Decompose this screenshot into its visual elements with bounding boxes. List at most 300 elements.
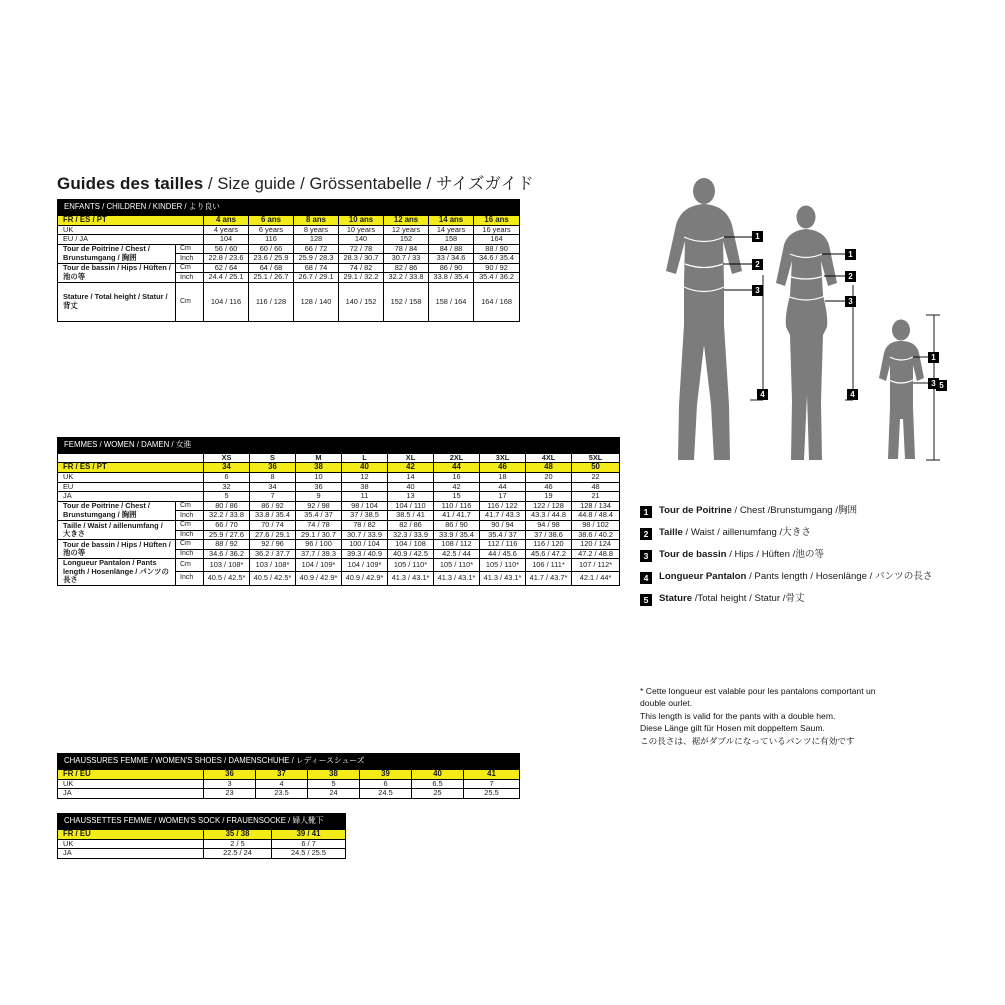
- footnote-line-4: Diese Länge gilt für Hosen mit doppeltem Saum.: [640, 723, 825, 734]
- children-band-label: ENFANTS / CHILDREN / KINDER / より良い: [58, 200, 520, 216]
- cell: 36: [250, 463, 296, 473]
- cell: 19: [526, 492, 572, 502]
- row-label: EU / JA: [58, 235, 204, 245]
- cell: 50: [572, 463, 620, 473]
- cell: 11: [342, 492, 388, 502]
- legend-term: Tour de Poitrine: [659, 505, 732, 516]
- cell: 8 ans: [294, 215, 339, 225]
- row-label: UK: [58, 473, 204, 483]
- table-row: [58, 559, 620, 572]
- row-label-text: Stature / Total height / Statur / 背丈: [63, 292, 168, 310]
- row-unit: Inch: [176, 273, 204, 283]
- cell: 25: [412, 789, 464, 799]
- legend-number: 4: [640, 572, 652, 584]
- cell: 98 / 102: [572, 521, 620, 531]
- cell: 46: [526, 482, 572, 492]
- cell: 41.7 / 43.7*: [526, 572, 572, 585]
- cell: 41 / 41.7: [434, 511, 480, 521]
- legend-term: Taille: [659, 527, 683, 538]
- row-label-text: Tour de Poitrine / Chest / Brunstumgang / 胸囲: [63, 501, 150, 519]
- cell: 5: [308, 779, 360, 789]
- cell: 35.4 / 37: [296, 511, 342, 521]
- cell: 30.7 / 33.9: [342, 530, 388, 540]
- table-row: [58, 849, 346, 859]
- cell: 33.9 / 35.4: [434, 530, 480, 540]
- cell: 110 / 116: [434, 501, 480, 511]
- cell: 25.9 / 28.3: [294, 254, 339, 264]
- cell: 152: [384, 235, 429, 245]
- cell: 68 / 74: [294, 263, 339, 273]
- cell: 104: [204, 235, 249, 245]
- cell: 152 / 158: [384, 283, 429, 322]
- cell: 42.5 / 44: [434, 549, 480, 559]
- cell: 158 / 164: [429, 283, 474, 322]
- cell: 128: [294, 235, 339, 245]
- table-row: [58, 473, 620, 483]
- cell: 116 / 122: [480, 501, 526, 511]
- legend-number: 1: [640, 506, 652, 518]
- cell: 42.1 / 44*: [572, 572, 620, 585]
- cell: 14 years: [429, 225, 474, 235]
- legend-term: Longueur Pantalon: [659, 571, 747, 582]
- cell: 37 / 38.6: [526, 530, 572, 540]
- cell: 42: [434, 482, 480, 492]
- measurement-figures: [640, 175, 970, 475]
- cell: 39 / 41: [272, 829, 346, 839]
- cell: 122 / 128: [526, 501, 572, 511]
- cell: 43.3 / 44.8: [526, 511, 572, 521]
- cell: 30.7 / 33: [384, 254, 429, 264]
- cell: 90 / 92: [474, 263, 520, 273]
- cell: 20: [526, 473, 572, 483]
- cell: 78 / 84: [384, 244, 429, 254]
- cell: 28.3 / 30.7: [339, 254, 384, 264]
- legend-translations: / Chest /Brunstumgang /胸囲: [731, 505, 858, 516]
- cell: 22.5 / 24: [204, 849, 272, 859]
- cell: 16 ans: [474, 215, 520, 225]
- footnote: [640, 685, 985, 747]
- cell: 15: [434, 492, 480, 502]
- cell: 128 / 134: [572, 501, 620, 511]
- cell: 36.2 / 37.7: [250, 549, 296, 559]
- marker-1-woman: 1: [845, 249, 856, 260]
- cell: 18: [480, 473, 526, 483]
- row-label: EU: [58, 482, 204, 492]
- cell: 23.5: [256, 789, 308, 799]
- marker-3-child: 3: [928, 378, 939, 389]
- legend-item: [640, 505, 980, 518]
- cell: 104 / 108: [388, 540, 434, 550]
- cell: 12 ans: [384, 215, 429, 225]
- legend-translations: / Waist / aillenumfang /大きさ: [682, 527, 811, 538]
- cell: 34.6 / 36.2: [204, 549, 250, 559]
- legend: [640, 505, 980, 615]
- legend-item: [640, 571, 980, 584]
- table-row: [58, 829, 346, 839]
- children-size-table: [57, 199, 520, 322]
- cell: 88 / 92: [204, 540, 250, 550]
- row-label: [58, 540, 176, 559]
- cell: 32: [204, 482, 250, 492]
- cell: 14: [388, 473, 434, 483]
- row-label: [58, 559, 176, 586]
- cell: 38.5 / 41: [388, 511, 434, 521]
- legend-translations: / Pants length / Hosenlänge / パンツの長さ: [746, 571, 933, 582]
- cell: 38: [296, 463, 342, 473]
- marker-3-man: 3: [752, 285, 763, 296]
- cell: 6 years: [249, 225, 294, 235]
- row-unit: Cm: [176, 263, 204, 273]
- legend-item: [640, 593, 980, 606]
- cell: 66 / 72: [294, 244, 339, 254]
- legend-term: Tour de bassin: [659, 549, 727, 560]
- cell: 64 / 68: [249, 263, 294, 273]
- cell: 86 / 92: [250, 501, 296, 511]
- row-label: UK: [58, 839, 204, 849]
- row-label: [58, 283, 176, 322]
- cell: 24.5: [360, 789, 412, 799]
- row-label-text: Taille / Waist / aillenumfang / 大きさ: [63, 520, 163, 539]
- cell: 88 / 90: [474, 244, 520, 254]
- cell: 33.8 / 35.4: [429, 273, 474, 283]
- table-row: [58, 482, 620, 492]
- cell: 35 / 38: [204, 829, 272, 839]
- cell: 39.3 / 40.9: [342, 549, 388, 559]
- cell: 8: [250, 473, 296, 483]
- woman-silhouette: [776, 206, 837, 461]
- cell: 40.9 / 42.5: [388, 549, 434, 559]
- size-header: XS: [204, 453, 250, 463]
- cell: 112 / 116: [480, 540, 526, 550]
- cell: 33.8 / 35.4: [250, 511, 296, 521]
- row-unit: Cm: [176, 283, 204, 322]
- cell: 21: [572, 492, 620, 502]
- marker-5-child: 5: [936, 380, 947, 391]
- cell: 25.9 / 27.6: [204, 530, 250, 540]
- row-unit: Inch: [176, 530, 204, 540]
- marker-2-woman: 2: [845, 271, 856, 282]
- cell: 78 / 82: [342, 521, 388, 531]
- cell: 6 ans: [249, 215, 294, 225]
- cell: 16 years: [474, 225, 520, 235]
- marker-1-child: 1: [928, 352, 939, 363]
- cell: 4 ans: [204, 215, 249, 225]
- cell: 42: [388, 463, 434, 473]
- size-header: 3XL: [480, 453, 526, 463]
- cell: 24.5 / 25.5: [272, 849, 346, 859]
- size-header: 5XL: [572, 453, 620, 463]
- cell: 56 / 60: [204, 244, 249, 254]
- cell: 38.6 / 40.2: [572, 530, 620, 540]
- cell: 98 / 104: [342, 501, 388, 511]
- cell: 48: [526, 463, 572, 473]
- legend-text: [659, 593, 805, 605]
- cell: 80 / 86: [204, 501, 250, 511]
- cell: 6 / 7: [272, 839, 346, 849]
- cell: 29.1 / 32.2: [339, 273, 384, 283]
- cell: 70 / 74: [250, 521, 296, 531]
- cell: 41.3 / 43.1*: [388, 572, 434, 585]
- cell: 40.5 / 42.5*: [204, 572, 250, 585]
- cell: 90 / 94: [480, 521, 526, 531]
- legend-item: [640, 527, 980, 540]
- cell: 104 / 116: [204, 283, 249, 322]
- cell: 116: [249, 235, 294, 245]
- row-unit: Cm: [176, 559, 204, 572]
- cell: 40.9 / 42.9*: [296, 572, 342, 585]
- cell: 36: [296, 482, 342, 492]
- cell: 105 / 110*: [480, 559, 526, 572]
- cell: 105 / 110*: [434, 559, 480, 572]
- cell: 6: [204, 473, 250, 483]
- table-band-socks: [58, 814, 346, 830]
- women-size-table: [57, 437, 620, 586]
- row-label: [58, 263, 176, 282]
- page-title-main: Guides des tailles: [57, 174, 204, 193]
- row-label-text: Tour de bassin / Hips / Hüften / 池の等: [63, 539, 171, 558]
- cell: 24: [308, 789, 360, 799]
- cell: 25.1 / 26.7: [249, 273, 294, 283]
- row-label-text: Tour de bassin / Hips / Hüften / 池の等: [63, 263, 171, 281]
- cell: 34: [204, 463, 250, 473]
- footnote-line-5: この長さは、裾がダブルになっているパンツに有効です: [640, 735, 855, 746]
- cell: 37.7 / 39.3: [296, 549, 342, 559]
- cell: 3: [204, 779, 256, 789]
- legend-translations: /Total height / Statur /骨丈: [692, 593, 805, 604]
- cell: 32.2 / 33.8: [384, 273, 429, 283]
- marker-2-man: 2: [752, 259, 763, 270]
- table-row: [58, 235, 520, 245]
- cell: 4: [256, 779, 308, 789]
- cell: 158: [429, 235, 474, 245]
- size-header: XL: [388, 453, 434, 463]
- table-row-sizes: [58, 453, 620, 463]
- cell: 41: [464, 769, 520, 779]
- cell: 104 / 110: [388, 501, 434, 511]
- cell: 94 / 98: [526, 521, 572, 531]
- table-row: [58, 540, 620, 550]
- women-shoes-table: [57, 753, 520, 799]
- legend-item: [640, 549, 980, 562]
- cell: 106 / 111*: [526, 559, 572, 572]
- cell: 34: [250, 482, 296, 492]
- table-row: [58, 769, 520, 779]
- row-label: FR / EU: [58, 769, 204, 779]
- size-header: L: [342, 453, 388, 463]
- cell: 35.4 / 36.2: [474, 273, 520, 283]
- figures-svg: [640, 175, 970, 475]
- legend-number: 2: [640, 528, 652, 540]
- table-row: [58, 283, 520, 322]
- cell: 33 / 34.6: [429, 254, 474, 264]
- child-silhouette: [879, 320, 924, 460]
- legend-number: 5: [640, 594, 652, 606]
- cell: 60 / 66: [249, 244, 294, 254]
- cell: 108 / 112: [434, 540, 480, 550]
- cell: 120 / 124: [572, 540, 620, 550]
- cell: 100 / 104: [342, 540, 388, 550]
- legend-translations: / Hips / Hüften /池の等: [726, 549, 825, 560]
- cell: 84 / 88: [429, 244, 474, 254]
- cell: 25.5: [464, 789, 520, 799]
- cell: 86 / 90: [429, 263, 474, 273]
- cell: 7: [250, 492, 296, 502]
- legend-term: Stature: [659, 593, 693, 604]
- footnote-line-1: * Cette longueur est valable pour les pantalons comportant un: [640, 686, 876, 696]
- cell: 92 / 96: [250, 540, 296, 550]
- cell: 82 / 86: [388, 521, 434, 531]
- size-header: S: [250, 453, 296, 463]
- cell: 32.2 / 33.8: [204, 511, 250, 521]
- cell: 40.5 / 42.5*: [250, 572, 296, 585]
- cell: 22.8 / 23.6: [204, 254, 249, 264]
- cell: 74 / 82: [339, 263, 384, 273]
- row-label: FR / EU: [58, 829, 204, 839]
- cell: 164: [474, 235, 520, 245]
- cell: 40: [412, 769, 464, 779]
- cell: 66 / 70: [204, 521, 250, 531]
- cell: 44: [480, 482, 526, 492]
- legend-text: [659, 505, 857, 517]
- table-band-children: [58, 200, 520, 216]
- cell: 41.7 / 43.3: [480, 511, 526, 521]
- cell: 10 ans: [339, 215, 384, 225]
- cell: 96 / 100: [296, 540, 342, 550]
- cell: 41.3 / 43.1*: [480, 572, 526, 585]
- cell: 82 / 86: [384, 263, 429, 273]
- footnote-line-2: double ourlet.: [640, 698, 693, 709]
- marker-4-man: 4: [757, 389, 768, 400]
- cell: 12: [342, 473, 388, 483]
- cell: 44.8 / 48.4: [572, 511, 620, 521]
- legend-text: [659, 571, 933, 583]
- cell: 92 / 98: [296, 501, 342, 511]
- cell: 140 / 152: [339, 283, 384, 322]
- cell: 107 / 112*: [572, 559, 620, 572]
- legend-number: 3: [640, 550, 652, 562]
- row-label: JA: [58, 789, 204, 799]
- cell: 48: [572, 482, 620, 492]
- cell: 35.4 / 37: [480, 530, 526, 540]
- cell: 26.7 / 29.1: [294, 273, 339, 283]
- row-label: JA: [58, 849, 204, 859]
- women-socks-table: [57, 813, 346, 859]
- cell: 16: [434, 473, 480, 483]
- cell: 34.6 / 35.4: [474, 254, 520, 264]
- cell: 105 / 110*: [388, 559, 434, 572]
- row-label: [58, 521, 176, 540]
- row-unit: Cm: [176, 501, 204, 511]
- cell: 37: [256, 769, 308, 779]
- cell: 116 / 120: [526, 540, 572, 550]
- row-label: [58, 244, 176, 263]
- cell: 44 / 45.6: [480, 549, 526, 559]
- cell: 37 / 38.5: [342, 511, 388, 521]
- cell: 32.3 / 33.9: [388, 530, 434, 540]
- cell: 38: [342, 482, 388, 492]
- cell: 41.3 / 43.1*: [434, 572, 480, 585]
- page-title: [57, 170, 534, 194]
- cell: 29.1 / 30.7: [296, 530, 342, 540]
- table-row: [58, 215, 520, 225]
- cell: 6.5: [412, 779, 464, 789]
- row-unit: Inch: [176, 511, 204, 521]
- cell: 23.6 / 25.9: [249, 254, 294, 264]
- table-row: [58, 789, 520, 799]
- size-header: 2XL: [434, 453, 480, 463]
- cell: 46: [480, 463, 526, 473]
- row-label-text: Tour de Poitrine / Chest / Brunstumgang / 胸囲: [63, 244, 150, 262]
- row-label: JA: [58, 492, 204, 502]
- size-header: M: [296, 453, 342, 463]
- cell: 10 years: [339, 225, 384, 235]
- row-label: FR / ES / PT: [58, 463, 204, 473]
- cell: 40.9 / 42.9*: [342, 572, 388, 585]
- cell: 10: [296, 473, 342, 483]
- cell: 62 / 64: [204, 263, 249, 273]
- cell: 44: [434, 463, 480, 473]
- cell: 103 / 108*: [204, 559, 250, 572]
- cell: 6: [360, 779, 412, 789]
- row-unit: Inch: [176, 254, 204, 264]
- cell: 103 / 108*: [250, 559, 296, 572]
- row-unit: Inch: [176, 549, 204, 559]
- table-band-women: [58, 438, 620, 454]
- size-header: 4XL: [526, 453, 572, 463]
- cell: 38: [308, 769, 360, 779]
- man-silhouette: [666, 178, 742, 460]
- shoes-band-label: CHAUSSURES FEMME / WOMEN'S SHOES / DAMENSCHUHE / レディースシューズ: [58, 754, 520, 770]
- marker-4-woman: 4: [847, 389, 858, 400]
- cell: 86 / 90: [434, 521, 480, 531]
- legend-text: [659, 549, 824, 561]
- cell: 116 / 128: [249, 283, 294, 322]
- page-title-rest: / Size guide / Grössentabelle / サイズガイド: [203, 175, 534, 193]
- cell: 7: [464, 779, 520, 789]
- cell: 40: [342, 463, 388, 473]
- socks-band-label: CHAUSSETTES FEMME / WOMEN'S SOCK / FRAUENSOCKE / 婦人靴下: [58, 814, 346, 830]
- cell: 164 / 168: [474, 283, 520, 322]
- table-row: [58, 521, 620, 531]
- row-unit: Inch: [176, 572, 204, 585]
- cell: 12 years: [384, 225, 429, 235]
- women-band-label: FEMMES / WOMEN / DAMEN / 女進: [58, 438, 620, 454]
- cell: 128 / 140: [294, 283, 339, 322]
- cell: 2 / 5: [204, 839, 272, 849]
- cell: 140: [339, 235, 384, 245]
- cell: 27.6 / 29.1: [250, 530, 296, 540]
- marker-3-woman: 3: [845, 296, 856, 307]
- cell: 36: [204, 769, 256, 779]
- row-unit: Cm: [176, 521, 204, 531]
- cell: 45.6 / 47.2: [526, 549, 572, 559]
- cell: 104 / 109*: [342, 559, 388, 572]
- marker-1-man: 1: [752, 231, 763, 242]
- cell: 22: [572, 473, 620, 483]
- cell: 9: [296, 492, 342, 502]
- row-unit: Cm: [176, 244, 204, 254]
- row-label: UK: [58, 779, 204, 789]
- row-unit: Cm: [176, 540, 204, 550]
- table-band-shoes: [58, 754, 520, 770]
- cell: 17: [480, 492, 526, 502]
- legend-text: [659, 527, 811, 539]
- row-label-text: Longueur Pantalon / Pants length / Hosenlänge / パンツの長さ: [63, 558, 169, 585]
- row-label: UK: [58, 225, 204, 235]
- footnote-line-3: This length is valid for the pants with a double hem.: [640, 710, 836, 721]
- row-label: FR / ES / PT: [58, 215, 204, 225]
- cell: 104 / 109*: [296, 559, 342, 572]
